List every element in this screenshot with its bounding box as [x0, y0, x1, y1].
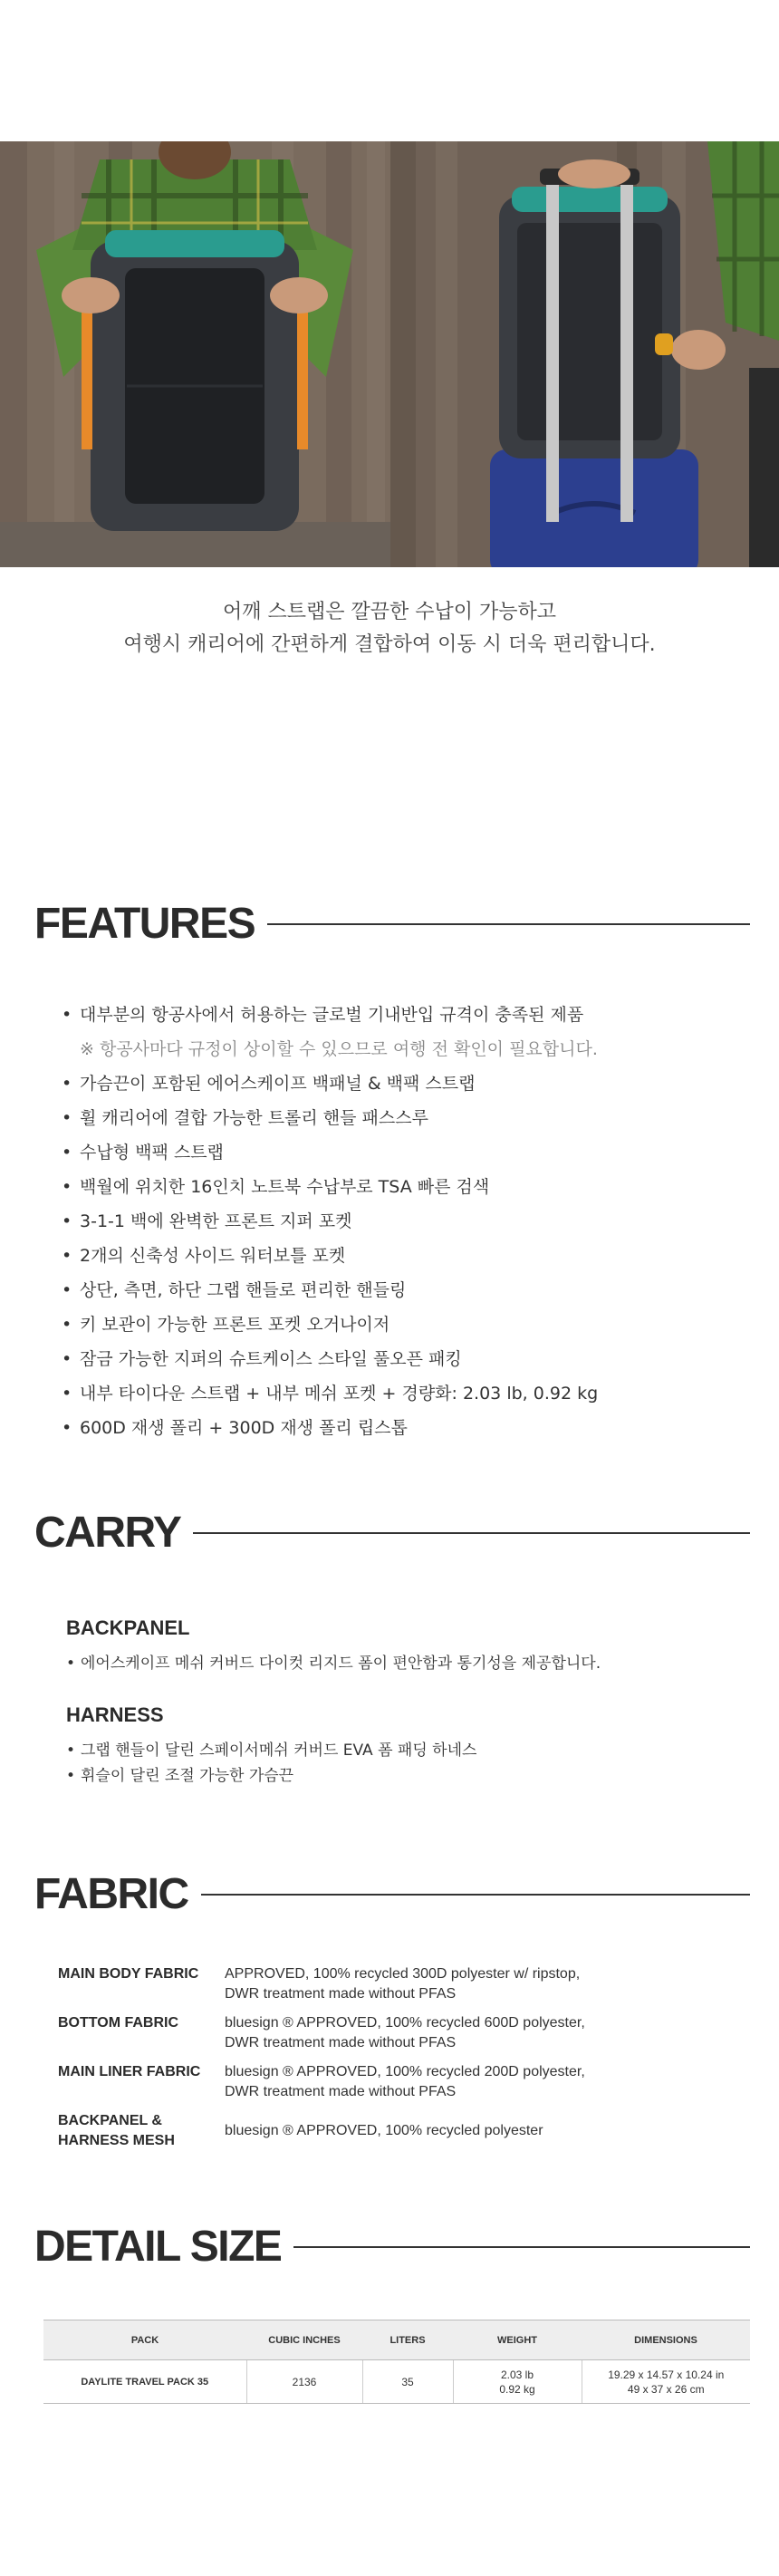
cell-liters: 35	[362, 2360, 453, 2404]
fabric-row	[58, 2062, 638, 2102]
header-liters: LITERS	[362, 2320, 453, 2360]
feature-item: • 잠금 가능한 지퍼의 슈트케이스 스타일 풀오픈 패킹	[62, 1349, 462, 1369]
cell-dimensions: 19.29 x 14.57 x 10.24 in 49 x 37 x 26 cm	[582, 2360, 750, 2404]
fabric-row	[58, 2111, 638, 2151]
photo-caption	[0, 596, 779, 661]
backpack-on-luggage-illustration	[390, 141, 779, 567]
fabric-label: BOTTOM FABRIC	[58, 2015, 179, 2031]
feature-item: • 수납형 백팩 스트랩	[62, 1143, 224, 1163]
fabric-title: FABRIC	[34, 1870, 188, 1918]
fabric-header	[34, 1869, 750, 1919]
photo-backpack-on-luggage	[390, 141, 779, 567]
fabric-row	[58, 2013, 638, 2053]
header-cubic-inches: CUBIC INCHES	[246, 2320, 362, 2360]
features-list	[62, 998, 732, 1445]
detail-size-divider	[293, 2246, 750, 2248]
feature-item: • 내부 타이다운 스트랩 + 내부 메쉬 포켓 + 경량화: 2.03 lb, 0.92 kg	[62, 1384, 599, 1404]
product-photo-row	[0, 141, 779, 567]
table-row	[43, 2360, 750, 2404]
carry-header	[34, 1508, 750, 1558]
harness-item: • 그랩 핸들이 달린 스페이서메쉬 커버드 EVA 폼 패딩 하네스	[66, 1741, 477, 1760]
harness-list	[66, 1738, 476, 1789]
feature-item: • 2개의 신축성 사이드 워터보틀 포켓	[62, 1246, 346, 1266]
backpanel-title: BACKPANEL	[66, 1616, 190, 1639]
feature-item: • 백월에 위치한 16인치 노트북 수납부로 TSA 빠른 검색	[62, 1177, 490, 1197]
features-divider	[267, 923, 750, 925]
fabric-label: BACKPANEL & HARNESS MESH	[58, 2113, 175, 2148]
carry-divider	[193, 1532, 750, 1534]
fabric-label: MAIN LINER FABRIC	[58, 2064, 201, 2079]
feature-item: • 키 보관이 가능한 프론트 포켓 오거나이저	[62, 1315, 390, 1335]
cell-weight: 2.03 lb 0.92 kg	[453, 2360, 582, 2404]
photo-person-holding-backpack	[0, 141, 390, 567]
fabric-value: bluesign ® APPROVED, 100% recycled 200D polyester, DWR treatment made without PFAS	[225, 2064, 585, 2099]
carry-title: CARRY	[34, 1509, 181, 1557]
fabric-row	[58, 1964, 638, 2004]
fabric-divider	[201, 1894, 750, 1896]
feature-item: • 3-1-1 백에 완벽한 프론트 지퍼 포켓	[62, 1211, 352, 1231]
caption-line-1: 어깨 스트랩은 깔끔한 수납이 가능하고	[222, 601, 556, 623]
feature-item: • 가슴끈이 포함된 에어스케이프 백패널 & 백팩 스트랩	[62, 1074, 476, 1094]
backpanel-item: • 에어스케이프 메쉬 커버드 다이컷 리지드 폼이 편안함과 통기성을 제공합니다.	[66, 1655, 601, 1673]
cell-cubic-inches: 2136	[246, 2360, 362, 2404]
size-table	[43, 2320, 750, 2404]
size-table-header-row	[43, 2320, 750, 2360]
feature-item: • 대부분의 항공사에서 허용하는 글로벌 기내반입 규격이 충족된 제품	[62, 1005, 584, 1025]
features-title: FEATURES	[34, 900, 255, 948]
feature-note: ※ 항공사마다 규정이 상이할 수 있으므로 여행 전 확인이 필요합니다.	[80, 1039, 598, 1059]
cell-pack: DAYLITE TRAVEL PACK 35	[43, 2360, 246, 2404]
detail-size-header	[34, 2222, 750, 2272]
feature-item: • 상단, 측면, 하단 그랩 핸들로 편리한 핸들링	[62, 1280, 407, 1300]
fabric-table	[58, 1964, 638, 2160]
caption-line-2: 여행시 캐리어에 간편하게 결합하여 이동 시 더욱 편리합니다.	[123, 633, 656, 656]
harness-item: • 휘슬이 달린 조절 가능한 가슴끈	[66, 1767, 294, 1785]
fabric-value: bluesign ® APPROVED, 100% recycled 600D polyester, DWR treatment made without PFAS	[225, 2015, 585, 2050]
fabric-value: APPROVED, 100% recycled 300D polyester w/ ripstop, DWR treatment made without PFAS	[225, 1966, 581, 2002]
fabric-value: bluesign ® APPROVED, 100% recycled polyester	[225, 2123, 543, 2138]
detail-size-title: DETAIL SIZE	[34, 2223, 282, 2271]
header-weight: WEIGHT	[453, 2320, 582, 2360]
backpack-front-illustration	[0, 141, 390, 567]
header-dimensions: DIMENSIONS	[582, 2320, 750, 2360]
fabric-label: MAIN BODY FABRIC	[58, 1966, 199, 1982]
header-pack: PACK	[43, 2320, 246, 2360]
harness-title: HARNESS	[66, 1703, 164, 1726]
features-header	[34, 899, 750, 949]
feature-item: • 휠 캐리어에 결합 가능한 트롤리 핸들 패스스루	[62, 1108, 428, 1128]
feature-item: • 600D 재생 폴리 + 300D 재생 폴리 립스톱	[62, 1418, 408, 1438]
backpanel-list	[66, 1651, 601, 1676]
